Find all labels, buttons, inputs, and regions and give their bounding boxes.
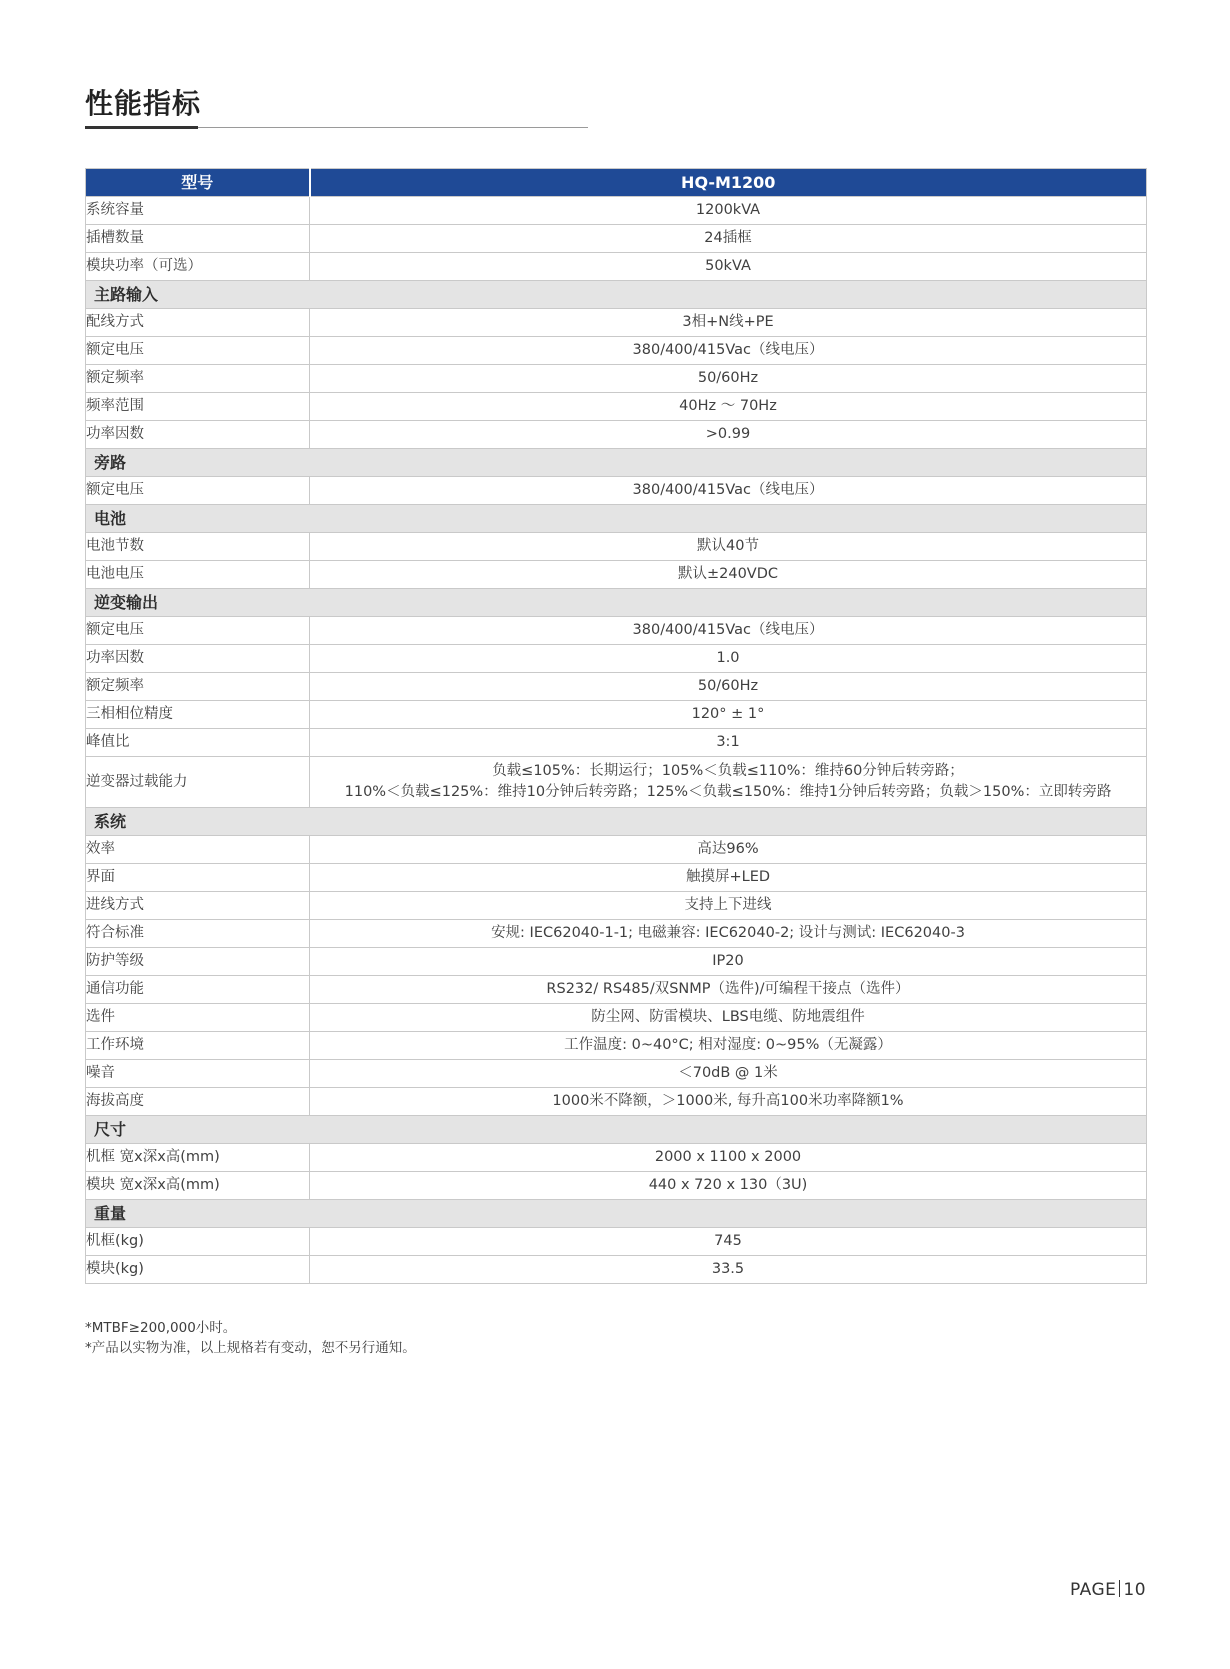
row-label: 功率因数	[86, 645, 310, 673]
row-label: 噪音	[86, 1060, 310, 1088]
row-value: 50/60Hz	[310, 673, 1147, 701]
table-row	[86, 337, 1147, 365]
footnotes	[85, 1318, 416, 1358]
row-label: 逆变器过载能力	[86, 757, 310, 808]
row-value: 380/400/415Vac（线电压）	[310, 477, 1147, 505]
row-label: 插槽数量	[86, 225, 310, 253]
section-row	[86, 505, 1147, 533]
row-label: 模块功率（可选）	[86, 253, 310, 281]
row-value: 触摸屏+LED	[310, 864, 1147, 892]
spec-table-header	[86, 169, 1147, 197]
row-label: 工作环境	[86, 1032, 310, 1060]
row-value: 默认40节	[310, 533, 1147, 561]
section-title: 主路输入	[86, 281, 1147, 309]
row-value	[310, 757, 1147, 808]
section-row	[86, 449, 1147, 477]
table-row	[86, 948, 1147, 976]
table-row	[86, 393, 1147, 421]
table-row	[86, 701, 1147, 729]
page-separator	[1119, 1580, 1120, 1597]
row-value: 高达96%	[310, 836, 1147, 864]
row-label: 进线方式	[86, 892, 310, 920]
table-row	[86, 1004, 1147, 1032]
title-underline-rule	[198, 127, 588, 128]
header-model-value: HQ-M1200	[310, 169, 1147, 197]
row-value: ＜70dB @ 1米	[310, 1060, 1147, 1088]
footnote-mtbf: *MTBF≥200,000小时。	[85, 1320, 237, 1336]
table-row	[86, 197, 1147, 225]
row-label: 机框(kg)	[86, 1228, 310, 1256]
row-value: 1.0	[310, 645, 1147, 673]
row-value: 50/60Hz	[310, 365, 1147, 393]
row-value: >0.99	[310, 421, 1147, 449]
table-row	[86, 1144, 1147, 1172]
table-row	[86, 365, 1147, 393]
row-label: 系统容量	[86, 197, 310, 225]
row-label: 效率	[86, 836, 310, 864]
row-value: 1000米不降额，＞1000米, 每升高100米功率降额1%	[310, 1088, 1147, 1116]
table-row	[86, 253, 1147, 281]
row-value: 380/400/415Vac（线电压）	[310, 617, 1147, 645]
row-value: 440 x 720 x 130（3U)	[310, 1172, 1147, 1200]
row-label: 峰值比	[86, 729, 310, 757]
table-row	[86, 836, 1147, 864]
table-row	[86, 561, 1147, 589]
table-row	[86, 617, 1147, 645]
table-row	[86, 309, 1147, 337]
row-value: 防尘网、防雷模块、LBS电缆、防地震组件	[310, 1004, 1147, 1032]
title-underline-accent	[85, 126, 198, 129]
section-row	[86, 808, 1147, 836]
row-value: 1200kVA	[310, 197, 1147, 225]
table-row	[86, 673, 1147, 701]
row-label: 海拔高度	[86, 1088, 310, 1116]
row-label: 通信功能	[86, 976, 310, 1004]
row-value: 50kVA	[310, 253, 1147, 281]
row-value: IP20	[310, 948, 1147, 976]
section-row	[86, 589, 1147, 617]
row-label: 电池电压	[86, 561, 310, 589]
row-value: 安规: IEC62040-1-1; 电磁兼容: IEC62040-2; 设计与测试: IEC62040-3	[310, 920, 1147, 948]
table-row	[86, 729, 1147, 757]
row-label: 符合标准	[86, 920, 310, 948]
table-row	[86, 1228, 1147, 1256]
row-value: 33.5	[310, 1256, 1147, 1284]
row-label: 额定频率	[86, 365, 310, 393]
row-label: 模块(kg)	[86, 1256, 310, 1284]
table-row	[86, 225, 1147, 253]
row-value: 745	[310, 1228, 1147, 1256]
section-title: 逆变输出	[86, 589, 1147, 617]
row-label: 三相相位精度	[86, 701, 310, 729]
row-value: RS232/ RS485/双SNMP（选件)/可编程干接点（选件）	[310, 976, 1147, 1004]
table-row	[86, 892, 1147, 920]
row-label: 频率范围	[86, 393, 310, 421]
row-value-line: 110%＜负载≤125%：维持10分钟后转旁路；125%＜负载≤150%：维持1分钟后转旁路；负载＞150%：立即转旁路	[344, 784, 1112, 800]
table-row	[86, 1172, 1147, 1200]
row-value-line: 负载≤105%：长期运行；105%＜负载≤110%：维持60分钟后转旁路；	[492, 763, 964, 779]
row-value: 工作温度: 0~40°C; 相对湿度: 0~95%（无凝露）	[310, 1032, 1147, 1060]
table-row	[86, 976, 1147, 1004]
row-label: 额定电压	[86, 617, 310, 645]
row-label: 机框 宽x深x高(mm)	[86, 1144, 310, 1172]
page-label: PAGE	[1070, 1580, 1117, 1600]
spec-table	[85, 168, 1147, 1284]
page-title: 性能指标	[85, 87, 202, 120]
row-value: 支持上下进线	[310, 892, 1147, 920]
spec-table-body	[86, 197, 1147, 1284]
page-number	[1070, 1580, 1146, 1600]
table-row	[86, 1032, 1147, 1060]
row-label: 电池节数	[86, 533, 310, 561]
section-title: 电池	[86, 505, 1147, 533]
section-title: 系统	[86, 808, 1147, 836]
section-title: 重量	[86, 1200, 1147, 1228]
table-row	[86, 757, 1147, 808]
section-row	[86, 281, 1147, 309]
row-value: 380/400/415Vac（线电压）	[310, 337, 1147, 365]
page-title-block	[85, 84, 588, 130]
row-value: 3:1	[310, 729, 1147, 757]
row-label: 防护等级	[86, 948, 310, 976]
table-row	[86, 477, 1147, 505]
row-label: 选件	[86, 1004, 310, 1032]
row-value: 40Hz ～ 70Hz	[310, 393, 1147, 421]
section-row	[86, 1116, 1147, 1144]
row-label: 额定频率	[86, 673, 310, 701]
table-row	[86, 864, 1147, 892]
section-title: 尺寸	[86, 1116, 1147, 1144]
row-label: 界面	[86, 864, 310, 892]
section-title: 旁路	[86, 449, 1147, 477]
row-label: 额定电压	[86, 477, 310, 505]
section-row	[86, 1200, 1147, 1228]
header-model-label: 型号	[86, 169, 310, 197]
row-value: 默认±240VDC	[310, 561, 1147, 589]
page-number-value: 10	[1123, 1580, 1147, 1600]
table-row	[86, 1256, 1147, 1284]
table-row	[86, 421, 1147, 449]
row-label: 模块 宽x深x高(mm)	[86, 1172, 310, 1200]
table-row	[86, 645, 1147, 673]
footnote-disclaimer: *产品以实物为准，以上规格若有变动，恕不另行通知。	[85, 1340, 416, 1356]
row-value: 120° ± 1°	[310, 701, 1147, 729]
row-value: 3相+N线+PE	[310, 309, 1147, 337]
table-row	[86, 533, 1147, 561]
row-label: 额定电压	[86, 337, 310, 365]
table-row	[86, 920, 1147, 948]
table-row	[86, 1088, 1147, 1116]
row-value: 24插框	[310, 225, 1147, 253]
row-value: 2000 x 1100 x 2000	[310, 1144, 1147, 1172]
row-label: 配线方式	[86, 309, 310, 337]
table-row	[86, 1060, 1147, 1088]
row-label: 功率因数	[86, 421, 310, 449]
